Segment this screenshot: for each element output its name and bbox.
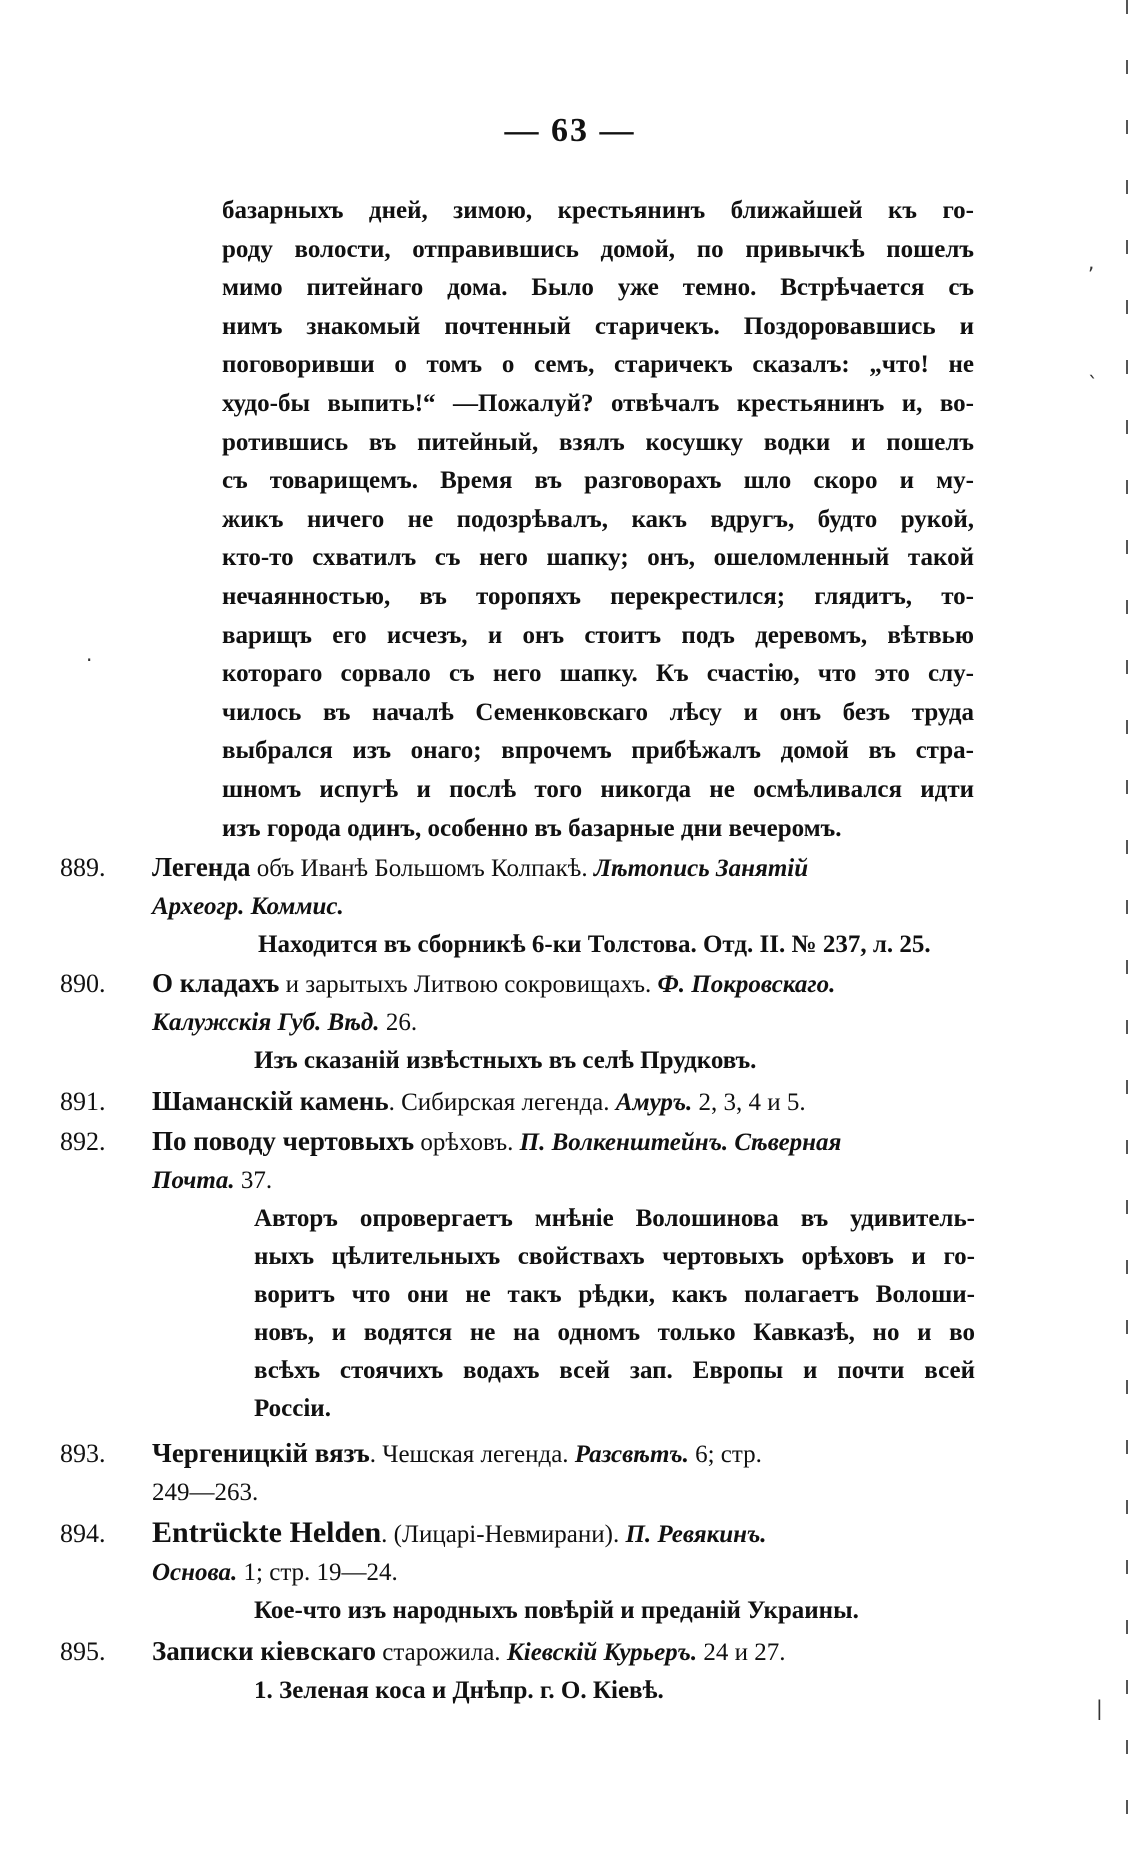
entry-source: П. Ревякинъ. <box>625 1521 767 1548</box>
text-line: всѣхъ стоячихъ водахъ всей зап. Европы и почти всей <box>254 1357 975 1384</box>
entry-number: 894. <box>60 1519 106 1548</box>
entry-source-continued: Калужскія Губ. Вѣд. <box>152 1009 380 1036</box>
text-line: ныхъ цѣлительныхъ свойствахъ чертовыхъ орѣховъ и го- <box>254 1243 975 1270</box>
entry-source: П. Волкенштейнъ. Сѣверная <box>519 1129 842 1156</box>
entry-893 <box>60 1434 975 1512</box>
text-line: нечаянностью, въ торопяхъ перекрестился; глядитъ, то- <box>222 582 974 610</box>
entry-source: Ф. Покровскаго. <box>657 971 836 998</box>
entry-title: Записки кіевскаго <box>152 1636 377 1666</box>
entry-source: Разсвѣтъ. <box>574 1441 689 1468</box>
text-line: изъ города одинъ, особенно въ базарные дни вечеромъ. <box>222 814 842 842</box>
entry-title: Шаманскій камень <box>152 1086 389 1116</box>
entry-number: 892. <box>60 1127 106 1156</box>
entry-text: орѣховъ. <box>414 1129 520 1156</box>
scan-edge-rule <box>1126 0 1128 1857</box>
entry-text: 37. <box>234 1167 273 1194</box>
entry-source-continued: Почта. <box>152 1167 235 1194</box>
entry-890 <box>60 964 975 1080</box>
text-line: ротившись въ питейный, взялъ косушку водки и пошелъ <box>222 428 974 456</box>
entry-title: По поводу чертовыхъ <box>152 1126 415 1156</box>
text-line: Авторъ опровергаетъ мнѣніе Волошинова въ удивитель- <box>254 1205 975 1232</box>
text-line: шномъ испугѣ и послѣ того никогда не осмѣливался идти <box>222 775 974 803</box>
entry-text: 1; стр. 19—24. <box>237 1559 398 1586</box>
entry-number: 895. <box>60 1637 106 1666</box>
text-line: худо-бы выпить!“ —Пожалуй? отвѣчалъ крестьянинъ и, во- <box>222 389 974 417</box>
scan-speck: | <box>1096 1696 1103 1720</box>
entry-number: 890. <box>60 969 106 998</box>
entry-title: Легенда <box>152 852 251 882</box>
text-line: базарныхъ дней, зимою, крестьянинъ ближайшей къ го- <box>222 197 974 224</box>
entry-text: . Чешская легенда. <box>369 1441 575 1468</box>
entry-pages: 249—263. <box>152 1479 259 1506</box>
text-line: варищъ его исчезъ, и онъ стоитъ подъ деревомъ, вѣтвью <box>222 621 974 649</box>
text-line: воритъ что они не такъ рѣдки, какъ полагаетъ Волоши- <box>254 1281 975 1308</box>
entry-number: 891. <box>60 1087 106 1116</box>
entry-text: 26. <box>379 1009 418 1036</box>
entry-text: . (Лицарі-Невмирани). <box>381 1521 626 1548</box>
entry-annotation <box>60 1200 975 1428</box>
text-line: выбрался изъ онаго; впрочемъ прибѣжалъ домой въ стра- <box>222 737 974 765</box>
entry-895 <box>60 1632 975 1710</box>
text-line: нимъ знакомый почтенный старичекъ. Поздоровавшись и <box>222 312 974 340</box>
scan-speck: · <box>86 648 93 672</box>
entry-891 <box>60 1082 975 1122</box>
entry-889 <box>60 848 975 964</box>
scan-speck: , <box>1088 250 1095 274</box>
entry-number: 893. <box>60 1439 106 1468</box>
entry-text: и зарытыхъ Литвою сокровищахъ. <box>279 971 658 998</box>
entry-894 <box>60 1514 975 1630</box>
entry-annotation: Находится въ сборникѣ 6-ки Толстова. Отд. II. № 237, л. 25. <box>258 931 931 958</box>
entry-annotation: Кое-что изъ народныхъ повѣрій и преданій Украины. <box>254 1597 859 1624</box>
entry-892 <box>60 1122 975 1428</box>
text-line: мимо питейнаго дома. Было уже темно. Встрѣчается съ <box>222 274 974 302</box>
entry-annotation: Изъ сказаній извѣстныхъ въ селѣ Прудковъ. <box>254 1047 757 1074</box>
entry-text: 2, 3, 4 и 5. <box>692 1089 806 1116</box>
entry-title: О кладахъ <box>152 968 280 998</box>
entry-source-continued: Основа. <box>152 1559 238 1586</box>
entry-annotation: 1. Зеленая коса и Днѣпр. г. О. Кіевѣ. <box>254 1677 664 1704</box>
entry-source: Лѣтопись Занятій <box>593 855 809 882</box>
text-line: чилось въ началѣ Семенковскаго лѣсу и онъ безъ труда <box>222 698 974 726</box>
entry-title: Entrückte Helden <box>152 1516 382 1549</box>
entry-source: Амуръ. <box>615 1089 693 1116</box>
entry-source-continued: Археогр. Коммис. <box>152 893 344 920</box>
text-line: жикъ ничего не подозрѣвалъ, какъ вдругъ, будто рукой, <box>222 505 974 533</box>
text-line: съ товарищемъ. Время въ разговорахъ шло скоро и му- <box>222 467 974 495</box>
entry-text: 6; стр. <box>688 1441 762 1468</box>
entry-text: . Сибирская легенда. <box>388 1089 616 1116</box>
text-line: Россіи. <box>254 1395 331 1422</box>
entry-source: Кіевскій Курьеръ. <box>506 1639 698 1666</box>
entry-text: 24 и 27. <box>697 1639 786 1666</box>
entry-text: объ Иванѣ Большомъ Колпакѣ. <box>250 855 594 882</box>
text-line: новъ, и водятся не на одномъ только Кавказѣ, но и во <box>254 1319 975 1346</box>
entry-text: старожила. <box>376 1639 507 1666</box>
entry-title: Чергеницкій вязъ <box>152 1438 370 1468</box>
text-line: роду волости, отправившись домой, по привычкѣ пошелъ <box>222 235 974 263</box>
text-line: кто-то схватилъ съ него шапку; онъ, ошеломленный такой <box>222 544 974 572</box>
entry-number: 889. <box>60 853 106 882</box>
text-line: котораго сорвало съ него шапку. Къ счастію, что это слу- <box>222 660 974 688</box>
intro-paragraph <box>222 192 974 848</box>
scan-speck: ` <box>1088 372 1098 396</box>
page-number: — 63 — <box>504 112 636 149</box>
text-line: поговоривши о томъ о семъ, старичекъ сказалъ: „что! не <box>222 351 974 379</box>
